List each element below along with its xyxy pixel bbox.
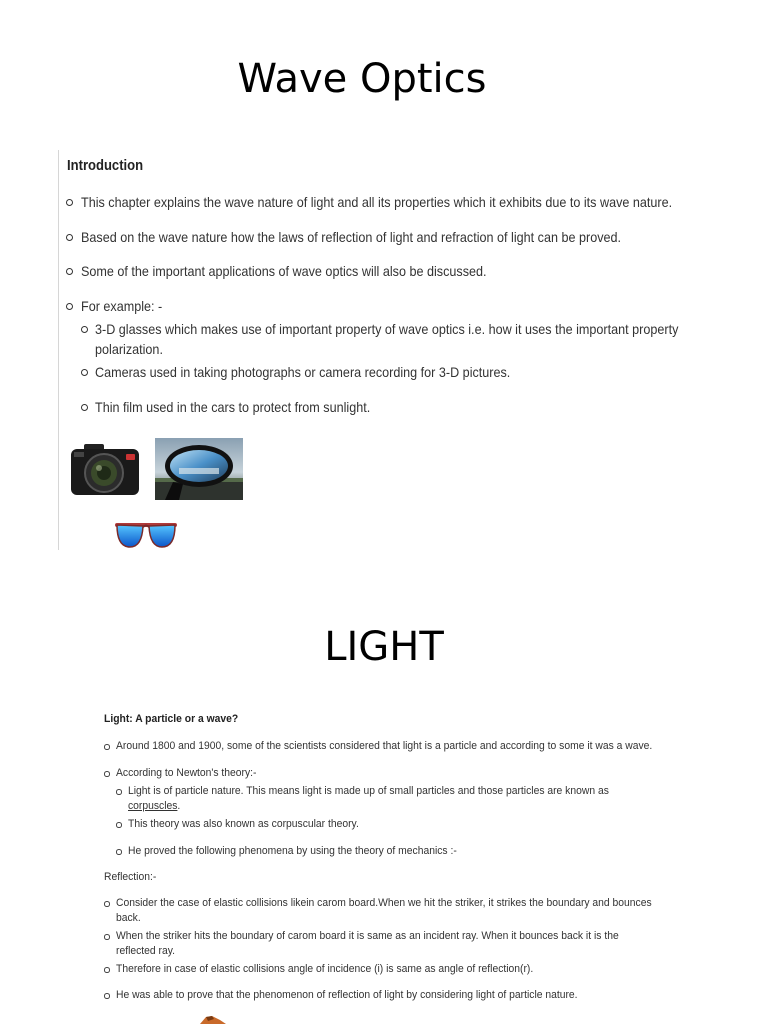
newton-sub-1-line-2 xyxy=(128,799,180,814)
sub-bullet-dot xyxy=(116,789,122,795)
reflection-label: Reflection:- xyxy=(104,871,157,883)
light-bullet-2: According to Newton's theory:- xyxy=(116,767,257,779)
intro-bullet-2: Based on the wave nature how the laws of reflection of light and refraction of light can be proved. xyxy=(81,229,622,245)
bullet-dot xyxy=(104,744,110,750)
reflection-bullet-3: Therefore in case of elastic collisions angle of incidence (i) is same as angle of reflection(r). xyxy=(116,963,534,975)
intro-bullet-4: For example: - xyxy=(81,298,163,314)
reflection-bullet-1-line-2: back. xyxy=(116,912,141,924)
bullet-dot xyxy=(104,993,110,999)
sunglasses-icon xyxy=(114,520,178,550)
slide-title-light: LIGHT xyxy=(324,624,444,670)
reflection-bullet-1-line-1: Consider the case of elastic collisions likein carom board.When we hit the striker, it strikes the boundary and bounces xyxy=(116,897,652,909)
intro-bullet-3: Some of the important applications of wave optics will also be discussed. xyxy=(81,263,487,279)
reflection-bullet-2-line-2: reflected ray. xyxy=(116,945,176,957)
newton-sub-3: He proved the following phenomena by using the theory of mechanics :- xyxy=(128,845,457,857)
sub-bullet-dot xyxy=(81,369,88,376)
camera-icon xyxy=(70,442,140,496)
slide-title-wave-optics: Wave Optics xyxy=(237,56,487,102)
bullet-dot xyxy=(66,234,73,241)
bullet-dot xyxy=(66,303,73,310)
sub-bullet-dot xyxy=(81,326,88,333)
bullet-dot xyxy=(104,771,110,777)
sub-bullet-dot xyxy=(81,404,88,411)
reflection-bullet-2-line-1: When the striker hits the boundary of carom board it is same as an incident ray. When it bounces back it is the xyxy=(116,930,619,942)
sub-bullet-dot xyxy=(116,849,122,855)
bullet-dot xyxy=(66,199,73,206)
bullet-dot xyxy=(104,901,110,907)
sub-bullet-1-line-1: 3-D glasses which makes use of important property of wave optics i.e. how it uses the important property xyxy=(95,321,679,337)
corpuscles-link[interactable]: corpuscles xyxy=(128,800,178,812)
carom-board-image xyxy=(198,1014,228,1024)
intro-bullet-1: This chapter explains the wave nature of light and all its properties which it exhibits due to its wave nature. xyxy=(81,194,673,210)
newton-sub-1-line-1: Light is of particle nature. This means light is made up of small particles and those particles are known as xyxy=(128,785,609,797)
sub-bullet-2: Cameras used in taking photographs or camera recording for 3-D pictures. xyxy=(95,364,511,380)
bullet-dot xyxy=(104,967,110,973)
car-mirror-image xyxy=(155,438,243,500)
sub-bullet-dot xyxy=(116,822,122,828)
light-heading: Light: A particle or a wave? xyxy=(104,713,239,725)
light-bullet-1: Around 1800 and 1900, some of the scientists considered that light is a particle and according to some it was a wave. xyxy=(116,740,653,752)
introduction-heading: Introduction xyxy=(67,158,144,174)
bullet-dot xyxy=(104,934,110,940)
reflection-bullet-4: He was able to prove that the phenomenon of reflection of light by considering light of particle nature. xyxy=(116,989,578,1001)
bullet-dot xyxy=(66,268,73,275)
sub-bullet-3: Thin film used in the cars to protect from sunlight. xyxy=(95,399,371,415)
sub-bullet-1-line-2: polarization. xyxy=(95,341,163,357)
newton-sub-2: This theory was also known as corpuscular theory. xyxy=(128,818,359,830)
period: . xyxy=(177,800,181,812)
